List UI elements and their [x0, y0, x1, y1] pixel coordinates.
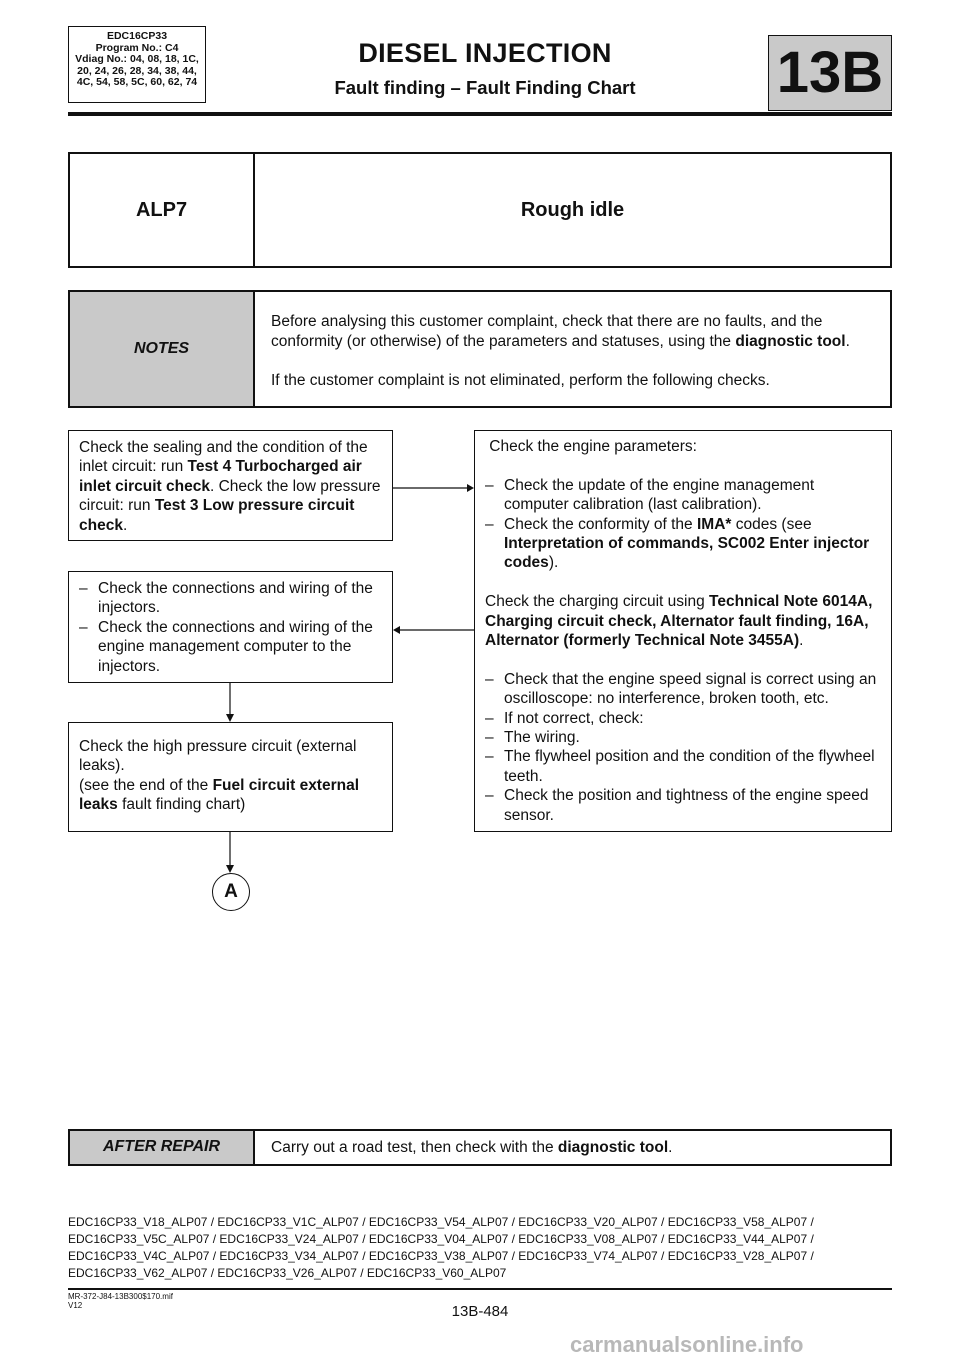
program-info-line: Vdiag No.: 04, 08, 18, 1C, [75, 53, 199, 66]
reference-line: EDC16CP33_V62_ALP07 / EDC16CP33_V26_ALP07 / EDC16CP33_V60_ALP07 [68, 1266, 507, 1280]
notes-label: NOTES [70, 292, 255, 406]
box-intro: Check the engine parameters: [485, 438, 697, 455]
dash-bullet: – [79, 618, 88, 636]
connector-a: A [212, 873, 250, 911]
alp-title: Rough idle [520, 199, 625, 221]
program-info-line: 4C, 54, 58, 5C, 60, 62, 74 [76, 76, 198, 89]
box-bold-text: IMA* [696, 515, 732, 533]
dash-bullet: – [79, 580, 88, 597]
dash-bullet: – [485, 515, 494, 533]
box-bold-text: diagnostic tool [557, 1139, 669, 1156]
footer-file-info [68, 1292, 173, 1310]
list-item-text: Check the update of the engine management computer calibration (last calibration). [504, 476, 815, 514]
notes-paragraph: If the customer complaint is not eliminated, perform the following checks. [271, 371, 770, 389]
dash-bullet: – [485, 729, 494, 747]
program-info-line: EDC16CP33 [106, 30, 168, 42]
reference-codes [68, 1214, 898, 1282]
box-bold-text: Interpretation of commands, SC002 Enter injector codes [504, 535, 870, 572]
box-text: . [799, 632, 804, 650]
dash-bullet: – [485, 748, 494, 766]
notes-bold-text: diagnostic tool [735, 332, 846, 350]
after-repair-label: AFTER REPAIR [70, 1131, 255, 1164]
notes-text: . [845, 332, 850, 350]
arrow-box2-to-box3 [226, 683, 234, 722]
after-repair-table [68, 1129, 892, 1166]
dash-bullet: – [485, 709, 494, 727]
watermark: carmanualsonline.info [570, 1332, 804, 1357]
footer-version: V12 [68, 1301, 83, 1310]
dash-bullet: – [485, 476, 494, 494]
box-text: . Check the low pressure circuit: run [79, 477, 381, 515]
section-code-badge: 13B [768, 35, 892, 111]
box-text: . [122, 516, 128, 534]
box-text: (see the end of the [79, 776, 213, 794]
box-bold-text: Test 3 Low pressure circuit check [79, 497, 355, 534]
list-item-text: Check the position and tightness of the engine speed sensor. [504, 787, 869, 824]
box-text: Check the charging circuit using [485, 593, 710, 611]
footer-rule [68, 1288, 892, 1290]
dash-bullet: – [485, 787, 494, 805]
arrow-box4-to-box2 [393, 626, 474, 634]
box-bold-text: Technical Note 6014A, Charging circuit check, Alternator fault finding, 16A, Alternator (formerly Technical Note 3455A) [485, 593, 873, 650]
dash-bullet: – [485, 670, 494, 688]
box-text: ). [548, 554, 559, 572]
reference-line: EDC16CP33_V4C_ALP07 / EDC16CP33_V34_ALP07 / EDC16CP33_V38_ALP07 / EDC16CP33_V74_ALP07 / EDC16CP33_V28_ALP07 / [68, 1249, 814, 1263]
box-bold-text: Fuel circuit external leaks [79, 776, 360, 814]
list-item-text: Check the connections and wiring of the injectors. [98, 580, 373, 617]
box-text: codes (see [731, 515, 812, 533]
list-item-text: Check the connections and wiring of the engine management computer to the injectors. [98, 618, 373, 675]
list-item-text: Check that the engine speed signal is correct using an oscilloscope: no interference, broken tooth, etc. [504, 670, 877, 708]
arrow-box1-to-box4 [393, 484, 474, 492]
footer-mif: MR-372-J84-13B300$170.mif [68, 1292, 173, 1301]
reference-line: EDC16CP33_V5C_ALP07 / EDC16CP33_V24_ALP07 / EDC16CP33_V04_ALP07 / EDC16CP33_V08_ALP07 / EDC16CP33_V44_ALP07 / [68, 1232, 814, 1246]
box-text: fault finding chart) [117, 796, 246, 814]
page-number: 13B-484 [451, 1303, 509, 1320]
box-text: Carry out a road test, then check with the [271, 1139, 558, 1156]
after-repair-text [255, 1131, 890, 1164]
page-subtitle: Fault finding – Fault Finding Chart [334, 77, 636, 98]
reference-line: EDC16CP33_V18_ALP07 / EDC16CP33_V1C_ALP07 / EDC16CP33_V54_ALP07 / EDC16CP33_V20_ALP07 / EDC16CP33_V58_ALP07 / [68, 1215, 814, 1229]
box-text: Check the sealing and the condition of the inlet circuit: run [79, 439, 368, 476]
box-text: . [668, 1139, 673, 1156]
box-bold-text: Test 4 Turbocharged air inlet circuit check [79, 458, 362, 495]
program-info-line: 20, 24, 26, 28, 34, 38, 44, [77, 64, 197, 77]
notes-text: Before analysing this customer complaint, check that there are no faults, and the conformity (or otherwise) of the parameters and statuses, using the [271, 313, 823, 350]
box-text: Check the high pressure circuit (external leaks). [79, 738, 357, 775]
box-text: Check the conformity of the [504, 515, 697, 533]
list-item-text: The flywheel position and the condition of the flywheel teeth. [504, 748, 875, 785]
list-item-text: If not correct, check: [504, 709, 644, 727]
list-item-text: The wiring. [504, 729, 580, 747]
page-title: DIESEL INJECTION [358, 38, 612, 68]
arrow-box3-to-connector [226, 832, 234, 873]
program-info-line: Program No.: C4 [95, 41, 179, 54]
alp-code: ALP7 [70, 154, 255, 266]
